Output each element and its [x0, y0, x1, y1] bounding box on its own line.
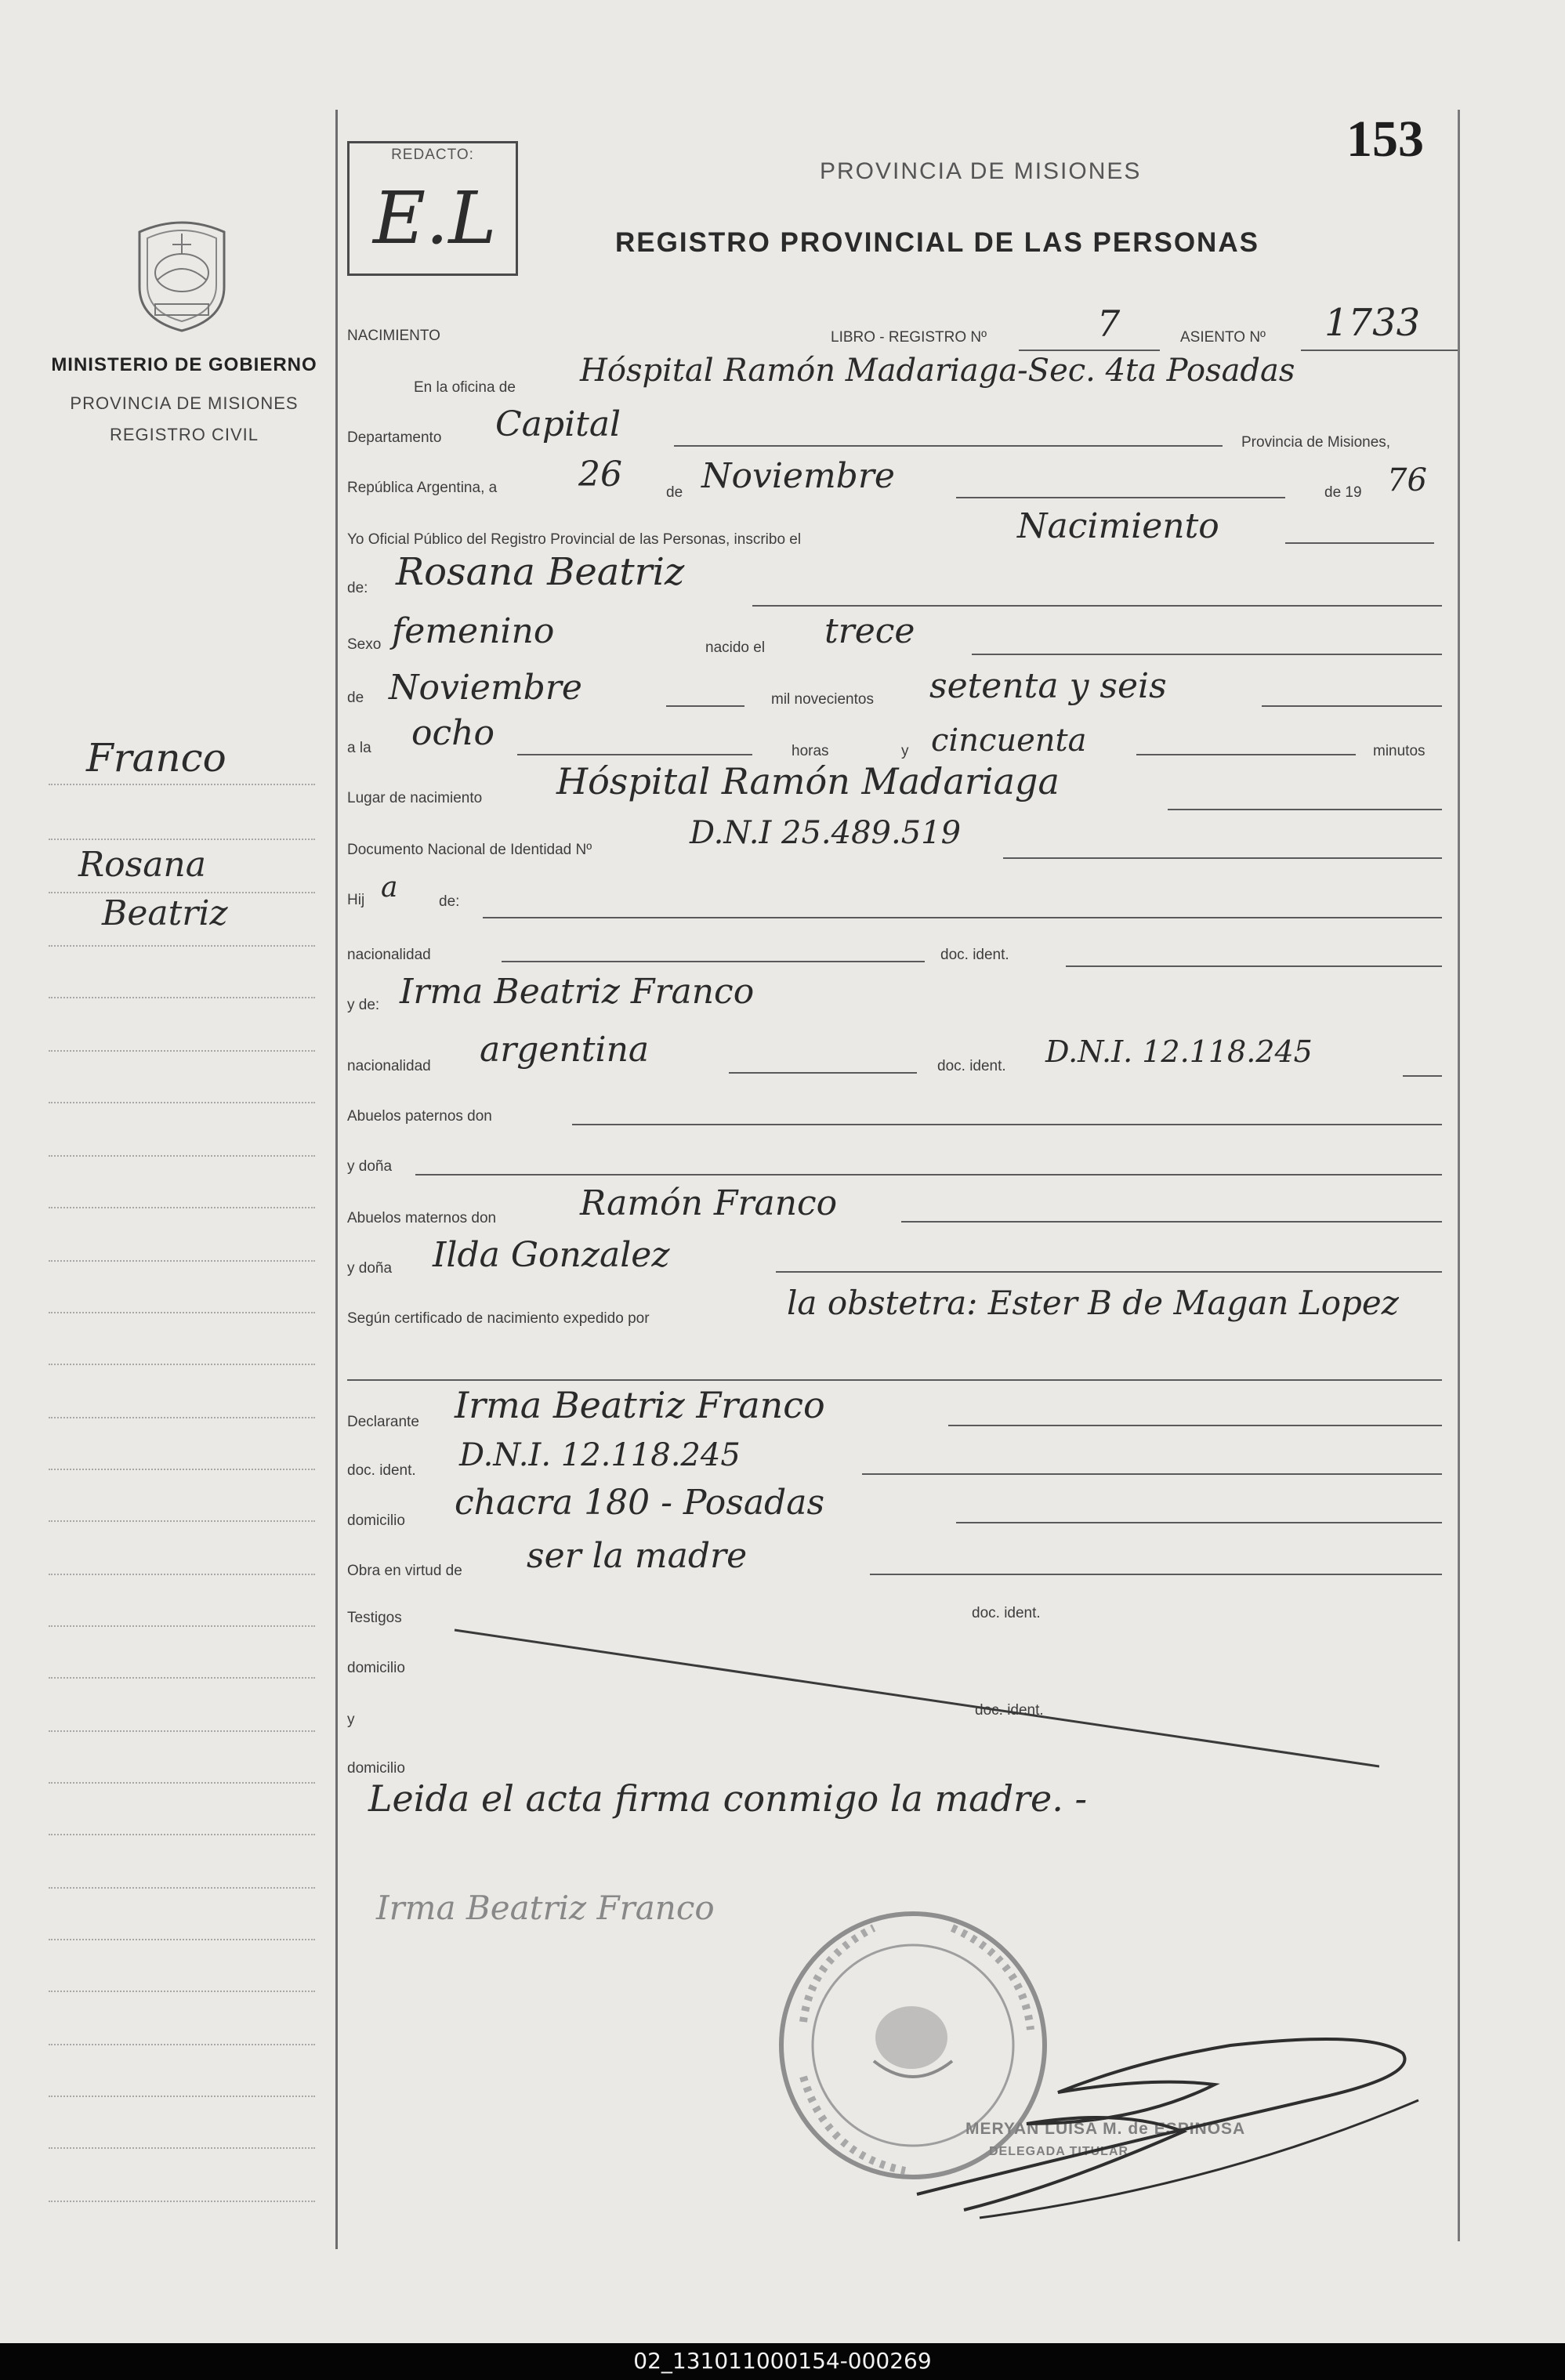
domicilio-value: chacra 180 - Posadas [455, 1483, 825, 1523]
oficina-value: Hóspital Ramón Madariaga-Sec. 4ta Posadas [580, 353, 1295, 389]
nacionalidad-madre-value: argentina [480, 1030, 650, 1070]
ministry-office: REGISTRO CIVIL [109, 425, 259, 444]
hora-value: ocho [411, 713, 494, 753]
oficina-label: En la oficina de [414, 379, 516, 396]
margin-line [49, 1625, 315, 1627]
margin-line [49, 839, 315, 840]
sexo-value: femenino [392, 611, 555, 651]
margin-line [49, 1677, 315, 1679]
stamp-officer-role: DELEGADA TITULAR [989, 2145, 1129, 2158]
oficial-label: Yo Oficial Público del Registro Provincial de las Personas, inscribo el [347, 531, 802, 548]
margin-line [49, 1417, 315, 1418]
margin-line [49, 1469, 315, 1470]
acto-line [1285, 542, 1434, 544]
segun-value: la obstetra: Ester B de Magan Lopez [787, 1284, 1399, 1322]
margin-line [49, 1312, 315, 1313]
margin-line [49, 945, 315, 947]
asiento-label: ASIENTO Nº [1180, 329, 1266, 346]
minutos-label: minutos [1373, 743, 1426, 759]
nombre-value: Rosana Beatriz [396, 550, 685, 594]
redacto-box [347, 141, 518, 276]
margin-line [49, 1520, 315, 1522]
departamento-label: Departamento [347, 429, 442, 446]
padre-line [483, 917, 1442, 918]
abuelo-materno-line [901, 1221, 1442, 1223]
nacido-line [972, 654, 1442, 655]
declarante-label: Declarante [347, 1414, 419, 1430]
margin-line [49, 2096, 315, 2097]
closing-statement: Leida el acta firma conmigo la madre. - [368, 1777, 1088, 1820]
margin-line [49, 1887, 315, 1889]
republica-label: República Argentina, a [347, 480, 498, 496]
libro-line [1019, 350, 1160, 351]
right-edge-rule [1458, 110, 1460, 2241]
abuela-paterna-line [415, 1174, 1442, 1176]
declarante-value: Irma Beatriz Franco [455, 1384, 825, 1426]
margin-line [49, 1834, 315, 1835]
margin-line [49, 1364, 315, 1365]
testigos-cancel-line [439, 1622, 1379, 1771]
domicilio-line [956, 1522, 1442, 1523]
de-label: de [666, 484, 683, 501]
nacido-label: nacido el [705, 639, 766, 656]
dia-value: 26 [578, 455, 622, 494]
abuelo-materno-value: Ramón Franco [580, 1183, 838, 1223]
yde-madre-label: y de: [347, 997, 380, 1013]
mes-nac-line [666, 705, 744, 707]
anio-nac-value: setenta y seis [929, 666, 1167, 706]
departamento-line [674, 445, 1223, 447]
ministry-title: MINISTERIO DE GOBIERNO [51, 354, 317, 375]
departamento-value: Capital [495, 404, 621, 444]
domicilio-testigo2-label: domicilio [347, 1760, 405, 1777]
margin-line [49, 2147, 315, 2149]
anio-value: 76 [1387, 462, 1427, 498]
section-label: NACIMIENTO [347, 328, 440, 344]
ministry-province: PROVINCIA DE MISIONES [70, 393, 299, 413]
de-nombre-label: de: [347, 580, 368, 596]
margin-line [49, 2201, 315, 2202]
doc-ident-testigo2-label: doc. ident. [975, 1702, 1044, 1719]
domicilio-declarante-label: domicilio [347, 1512, 405, 1529]
y-testigo-label: y [347, 1712, 355, 1728]
abuelos-maternos-label: Abuelos maternos don [347, 1210, 497, 1226]
abuela-materna-value: Ilda Gonzalez [433, 1235, 670, 1275]
nacionalidad-padre-label: nacionalidad [347, 947, 431, 963]
de-mes-label: de [347, 690, 364, 706]
margin-line [49, 997, 315, 998]
margin-line [49, 2044, 315, 2045]
doc-ident-madre-label: doc. ident. [937, 1058, 1006, 1074]
image-code: 02_131011000154-000269 [633, 2348, 932, 2374]
provincia-label: Provincia de Misiones, [1241, 434, 1391, 451]
documento-label: Documento Nacional de Identidad Nº [347, 842, 592, 858]
minutos-line [1136, 754, 1356, 755]
minutos-value: cincuenta [931, 723, 1087, 759]
hora-line [517, 754, 752, 755]
lugar-line [1168, 809, 1442, 810]
documento-line [1003, 857, 1442, 859]
doc-padre-line [1066, 965, 1442, 967]
hija-label: Hij [347, 892, 365, 908]
abuela-materna-line [776, 1271, 1442, 1273]
margin-line [49, 1155, 315, 1157]
anio-nac-line [1262, 705, 1442, 707]
lugar-value: Hóspital Ramón Madariaga [556, 760, 1060, 802]
ydona-materna-label: y doña [347, 1260, 393, 1277]
documento-value: D.N.I 25.489.519 [690, 815, 962, 851]
margin-line [49, 1782, 315, 1784]
testigos-label: Testigos [347, 1610, 402, 1626]
doc-madre-value: D.N.I. 12.118.245 [1045, 1034, 1313, 1069]
domicilio-testigo-label: domicilio [347, 1660, 405, 1676]
doc-declarante-value: D.N.I. 12.118.245 [459, 1437, 741, 1473]
margin-line [49, 1260, 315, 1262]
abuelos-paternos-line [572, 1124, 1442, 1125]
stamp-officer-name: MERYAN LUISA M. de ESPINOSA [965, 2120, 1246, 2138]
margin-line [49, 1730, 315, 1732]
obra-label: Obra en virtud de [347, 1563, 462, 1579]
doc-declarante-line [862, 1473, 1442, 1475]
margin-line [49, 1050, 315, 1052]
mes-value: Noviembre [701, 456, 895, 496]
libro-label: LIBRO - REGISTRO Nº [831, 329, 987, 346]
obra-line [870, 1574, 1442, 1575]
abuelos-paternos-label: Abuelos paternos don [347, 1108, 492, 1125]
nacido-value: trece [824, 611, 915, 651]
margin-line [49, 1991, 315, 1992]
redacto-initials: E.L [373, 176, 497, 260]
asiento-value: 1733 [1324, 301, 1421, 345]
y-label: y [901, 743, 909, 759]
segun-label: Según certificado de nacimiento expedido por [347, 1310, 650, 1327]
header-registry-title: REGISTRO PROVINCIAL DE LAS PERSONAS [615, 227, 1259, 258]
doc-madre-line [1403, 1075, 1442, 1077]
nacionalidad-padre-line [502, 961, 925, 962]
redacto-label: REDACTO: [391, 147, 474, 163]
margin-line [49, 784, 315, 785]
folio-number: 153 [1346, 110, 1424, 168]
header-province: PROVINCIA DE MISIONES [820, 158, 1142, 184]
mes-nac-value: Noviembre [389, 668, 582, 708]
libro-value: 7 [1097, 302, 1121, 345]
de-padre-label: de: [439, 893, 460, 910]
de-anio-label: de 19 [1324, 484, 1362, 501]
sexo-label: Sexo [347, 636, 382, 653]
nombre-line [752, 605, 1442, 607]
hija-value: a [381, 871, 398, 904]
margin-line [49, 1939, 315, 1940]
doc-ident-testigo-label: doc. ident. [972, 1605, 1041, 1621]
doc-ident-declarante-label: doc. ident. [347, 1462, 416, 1479]
lugar-label: Lugar de nacimiento [347, 790, 483, 806]
ala-label: a la [347, 740, 371, 756]
margin-given-note-1: Rosana [78, 845, 207, 885]
doc-ident-padre-label: doc. ident. [940, 947, 1009, 963]
asiento-line [1301, 350, 1458, 351]
madre-value: Irma Beatriz Franco [400, 972, 755, 1012]
segun-line [347, 1379, 1442, 1381]
provincial-crest-icon [125, 210, 238, 335]
fecha-line [956, 497, 1285, 498]
margin-line [49, 1102, 315, 1103]
margin-surname-note: Franco [86, 735, 226, 781]
obra-value: ser la madre [527, 1536, 748, 1576]
declarante-line [948, 1425, 1442, 1426]
ydona-paterna-label: y doña [347, 1158, 393, 1175]
mil-label: mil novecientos [771, 691, 874, 708]
nacionalidad-madre-label: nacionalidad [347, 1058, 431, 1074]
margin-line [49, 1207, 315, 1208]
nacionalidad-madre-line [729, 1072, 917, 1074]
mother-signature: Irma Beatriz Franco [376, 1889, 715, 1927]
margin-line [49, 1574, 315, 1575]
acto-value: Nacimiento [1017, 506, 1219, 546]
margin-given-note-2: Beatriz [102, 893, 228, 933]
horas-label: horas [792, 743, 829, 759]
officer-signature-icon [901, 2006, 1434, 2241]
